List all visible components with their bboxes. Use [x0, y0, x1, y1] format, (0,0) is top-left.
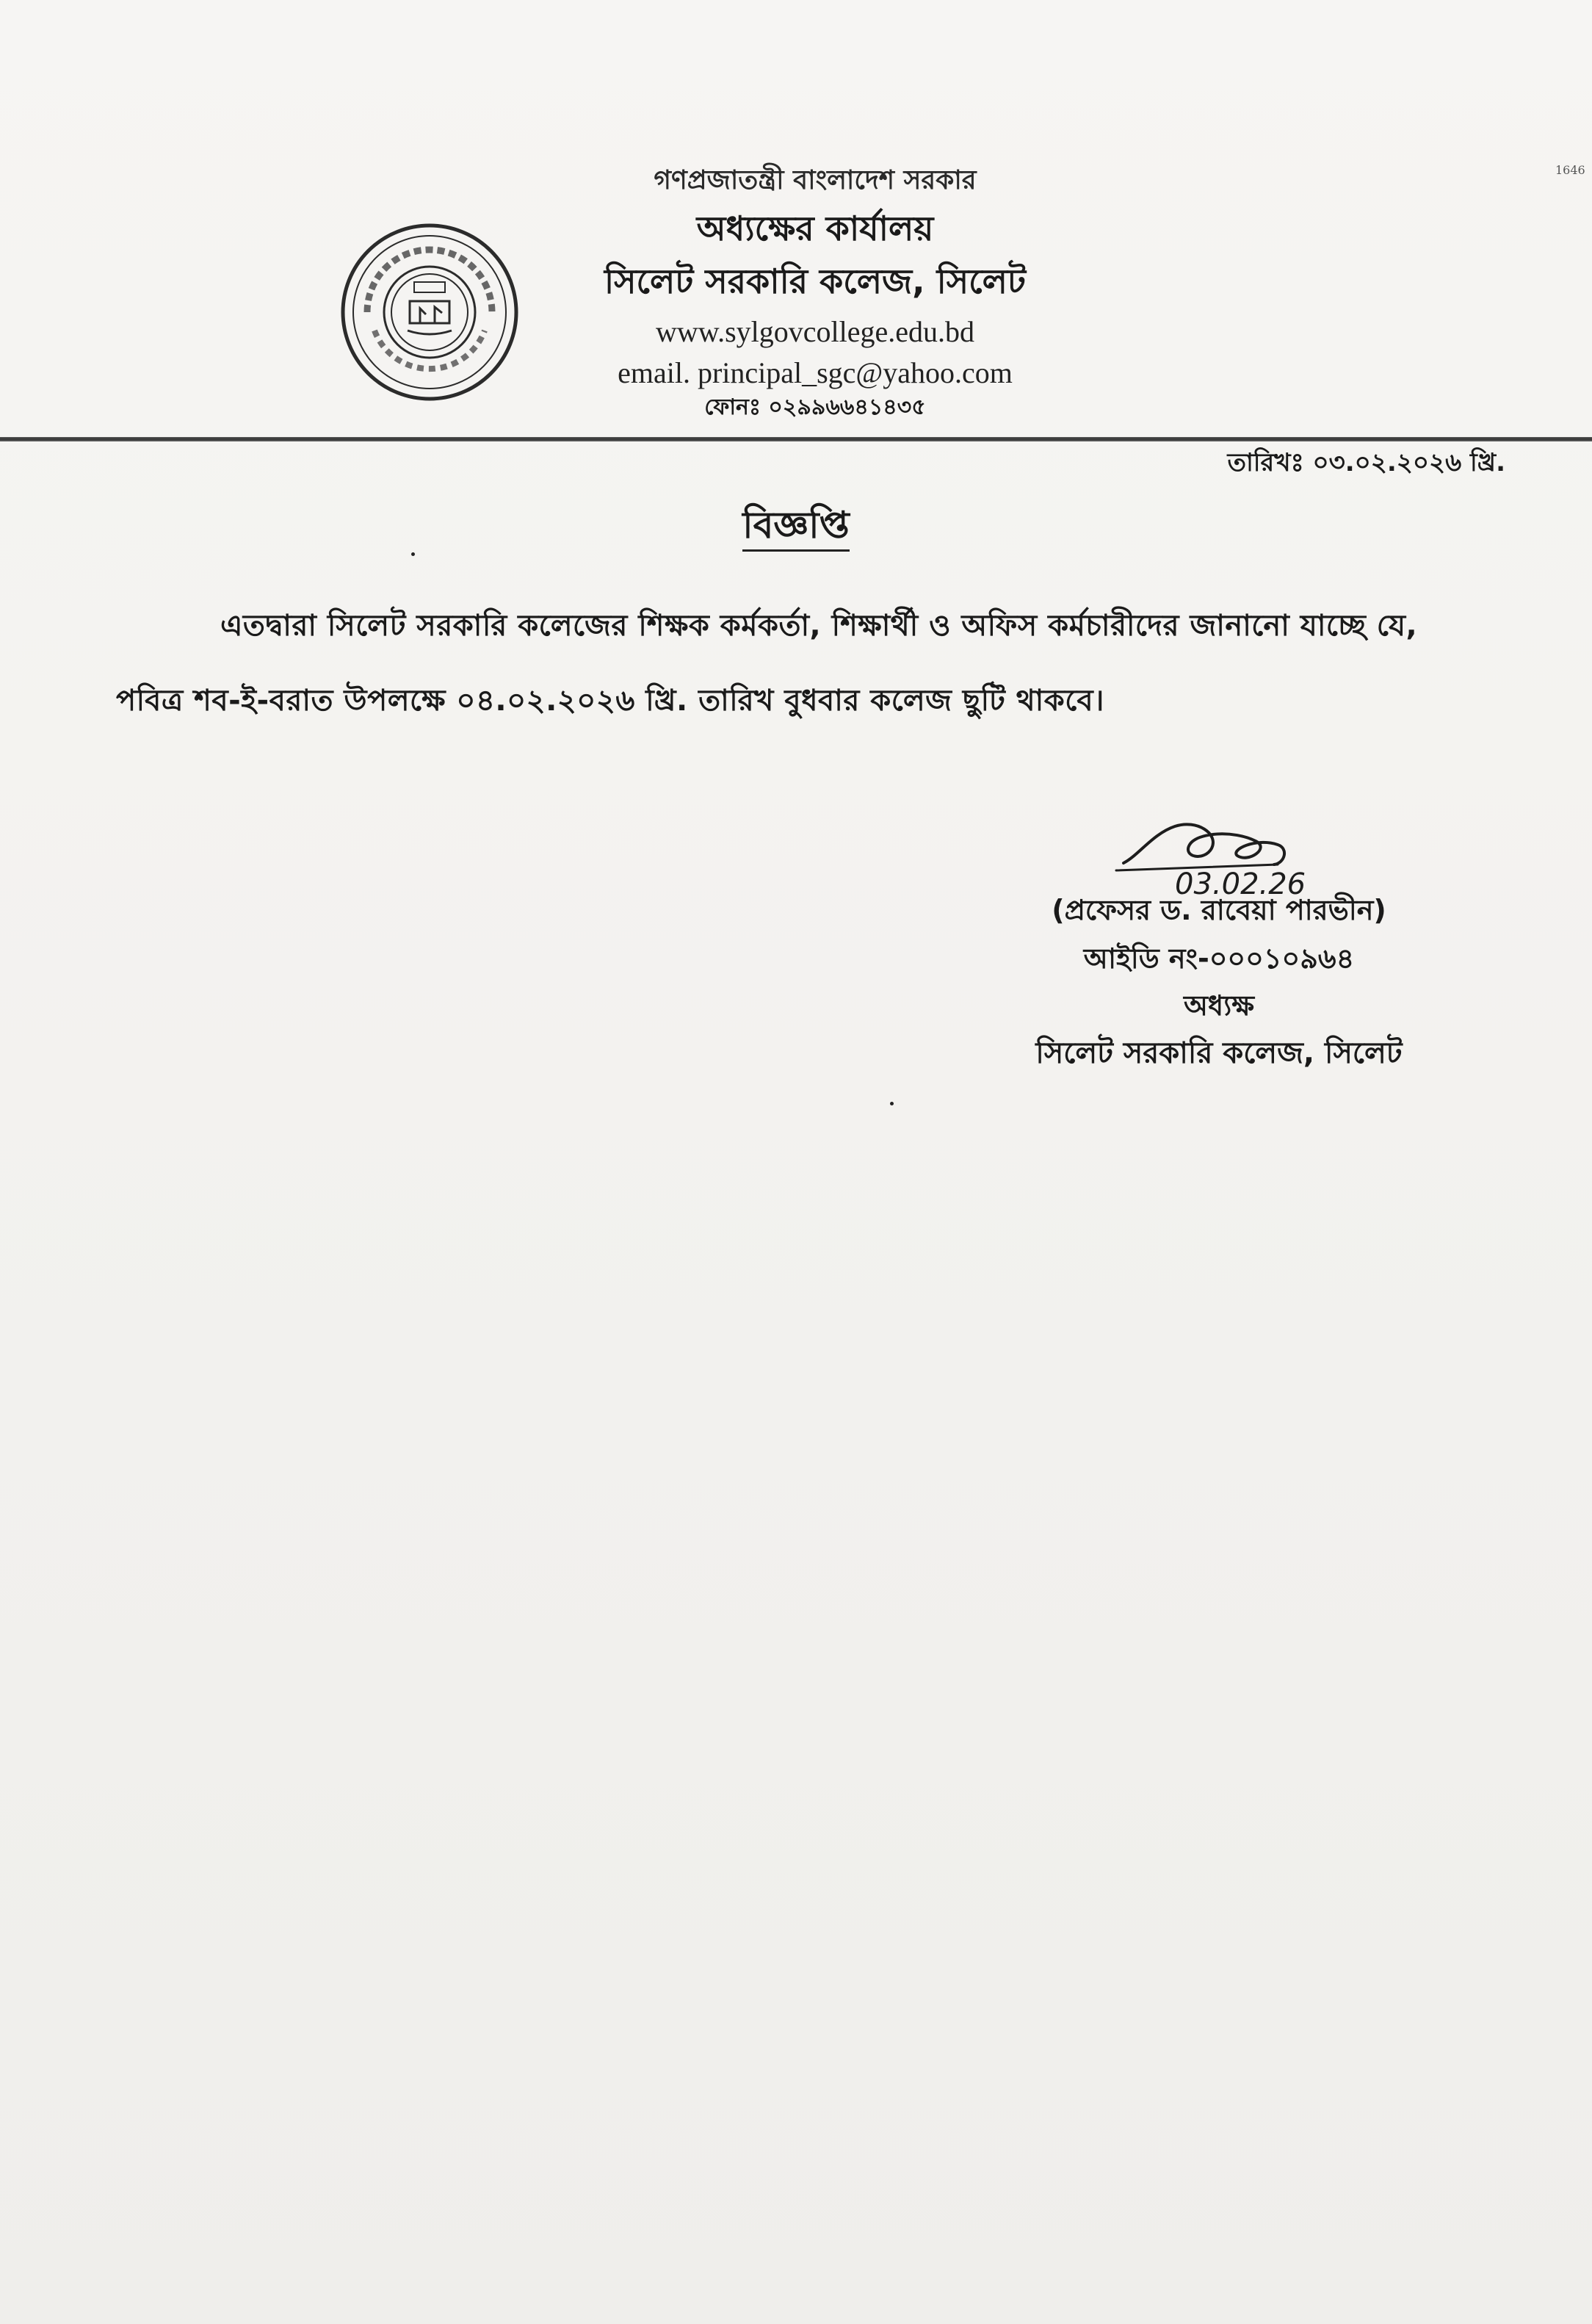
- notice-date: তারিখঃ ০৩.০২.২০২৬ খ্রি.: [1227, 448, 1505, 477]
- handwritten-signature: [1109, 812, 1358, 900]
- notice-body-line-1: এতদ্বারা সিলেট সরকারি কলেজের শিক্ষক কর্মকর্তা, শিক্ষার্থী ও অফিস কর্মচারীদের জানানো যাচ্ছে যে,: [220, 609, 1418, 643]
- website-link[interactable]: www.sylgovcollege.edu.bd: [656, 315, 974, 348]
- signature-date: 03.02.26: [1175, 867, 1306, 900]
- header-divider: [0, 437, 1592, 441]
- signatory-college: সিলেট সরকারি কলেজ, সিলেট: [1035, 1036, 1403, 1070]
- phone-number: ফোনঃ ০২৯৯৬৬৪১৪৩৫: [704, 394, 926, 420]
- notice-title-block: [0, 498, 1592, 559]
- signatory-name: (প্রফেসর ড. রাবেয়া পারভীন): [1052, 894, 1386, 926]
- college-seal-icon: [338, 220, 521, 404]
- government-name: গণপ্রজাতন্ত্রী বাংলাদেশ সরকার: [654, 165, 977, 195]
- notice-body-line-2: পবিত্র শব-ই-বরাত উপলক্ষে ০৪.০২.২০২৬ খ্রি. তারিখ বুধবার কলেজ ছুটি থাকবে।: [116, 684, 1104, 718]
- corner-mark: 1646: [1555, 163, 1585, 177]
- office-name: অধ্যক্ষের কার্যালয়: [696, 209, 934, 248]
- letterhead: [514, 167, 1116, 426]
- college-name: সিলেট সরকারি কলেজ, সিলেট: [604, 261, 1027, 301]
- scan-speck: [411, 552, 415, 556]
- signature-block: [999, 889, 1439, 1074]
- email-address[interactable]: email. principal_sgc@yahoo.com: [618, 356, 1013, 389]
- signatory-designation: অধ্যক্ষ: [1183, 989, 1254, 1022]
- notice-title: বিজ্ঞপ্তি: [742, 504, 849, 552]
- signatory-id: আইডি নং-০০০১০৯৬৪: [1083, 942, 1355, 975]
- scan-speck: [890, 1102, 894, 1105]
